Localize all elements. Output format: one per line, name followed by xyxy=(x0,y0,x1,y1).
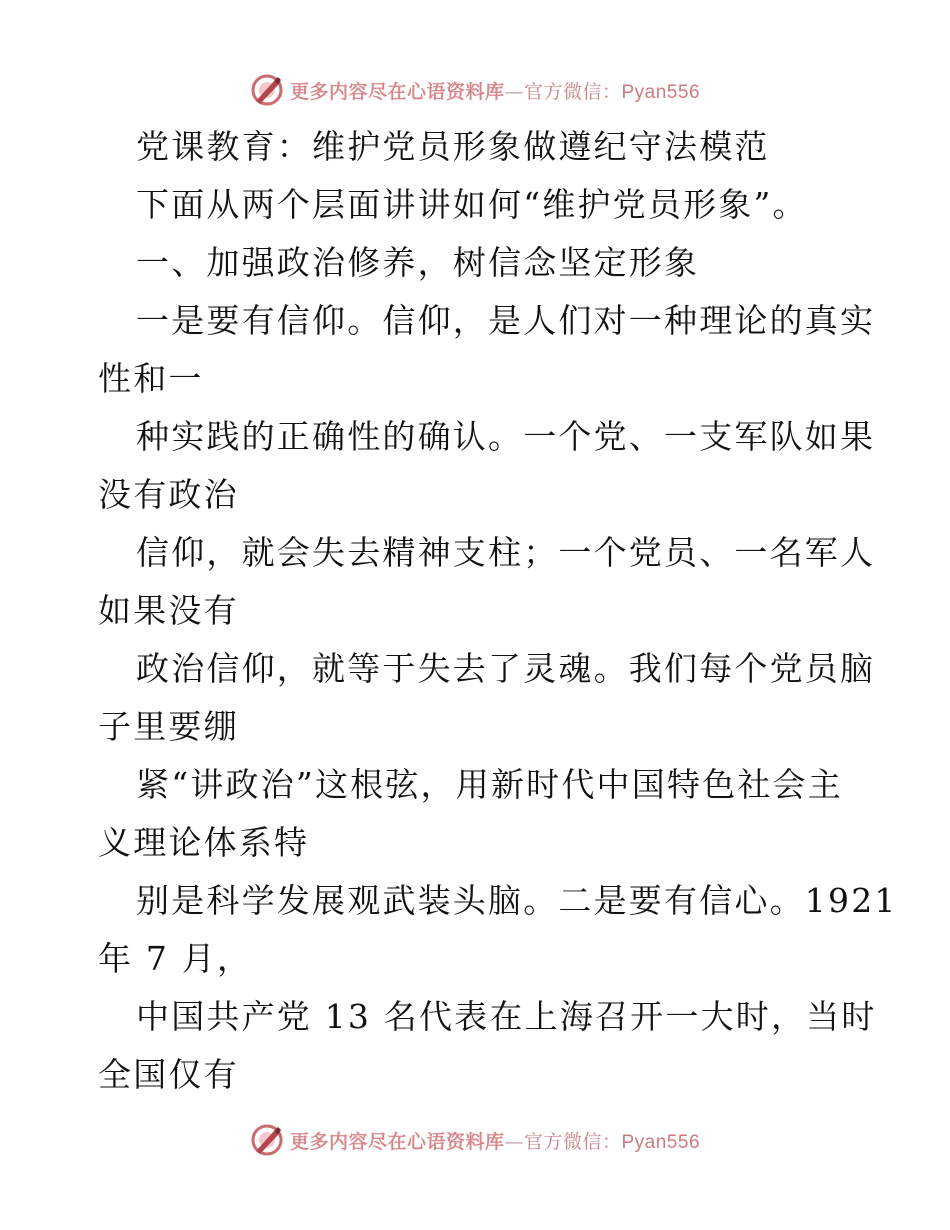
document-line: 年 7 月， xyxy=(98,939,253,978)
banner-text xyxy=(290,1127,700,1154)
banner-text xyxy=(290,77,700,104)
footer-banner xyxy=(0,1120,950,1160)
banner-wechat-label: 官方微信： xyxy=(523,1130,622,1153)
section-heading: 一、加强政治修养，树信念坚定形象 xyxy=(136,243,700,282)
document-line: 子里要绷 xyxy=(98,707,239,746)
header-banner xyxy=(0,70,950,110)
banner-wechat-id: Pyan556 xyxy=(621,1131,701,1153)
banner-main-text: 更多内容尽在心语资料库 xyxy=(289,1130,505,1153)
banner-separator: — xyxy=(504,1130,524,1153)
pen-circle-logo-icon xyxy=(250,73,284,107)
document-line: 一是要有信仰。信仰，是人们对一种理论的真实 xyxy=(136,301,876,340)
banner-wechat-label: 官方微信： xyxy=(523,80,622,103)
document-line: 种实践的正确性的确认。一个党、一支军队如果 xyxy=(136,417,876,456)
document-title: 党课教育：维护党员形象做遵纪守法模范 xyxy=(136,127,770,166)
banner-wechat-id: Pyan556 xyxy=(621,81,701,103)
document-body xyxy=(98,118,898,1104)
document-line: 中国共产党 13 名代表在上海召开一大时，当时 xyxy=(136,997,877,1036)
document-line: 如果没有 xyxy=(98,591,239,630)
banner-main-text: 更多内容尽在心语资料库 xyxy=(289,80,505,103)
document-line: 下面从两个层面讲讲如何“维护党员形象”。 xyxy=(136,185,808,224)
pen-circle-logo-icon xyxy=(250,1123,284,1157)
document-line: 信仰，就会失去精神支柱；一个党员、一名军人 xyxy=(136,533,876,572)
document-line: 紧“讲政治”这根弦，用新时代中国特色社会主 xyxy=(136,765,843,804)
document-line: 别是科学发展观武装头脑。二是要有信心。1921 xyxy=(136,881,898,920)
document-line: 全国仅有 xyxy=(98,1055,239,1094)
document-line: 政治信仰，就等于失去了灵魂。我们每个党员脑 xyxy=(136,649,876,688)
document-line: 义理论体系特 xyxy=(98,823,310,862)
banner-separator: — xyxy=(504,80,524,103)
document-line: 没有政治 xyxy=(98,475,239,514)
document-line: 性和一 xyxy=(98,359,204,398)
